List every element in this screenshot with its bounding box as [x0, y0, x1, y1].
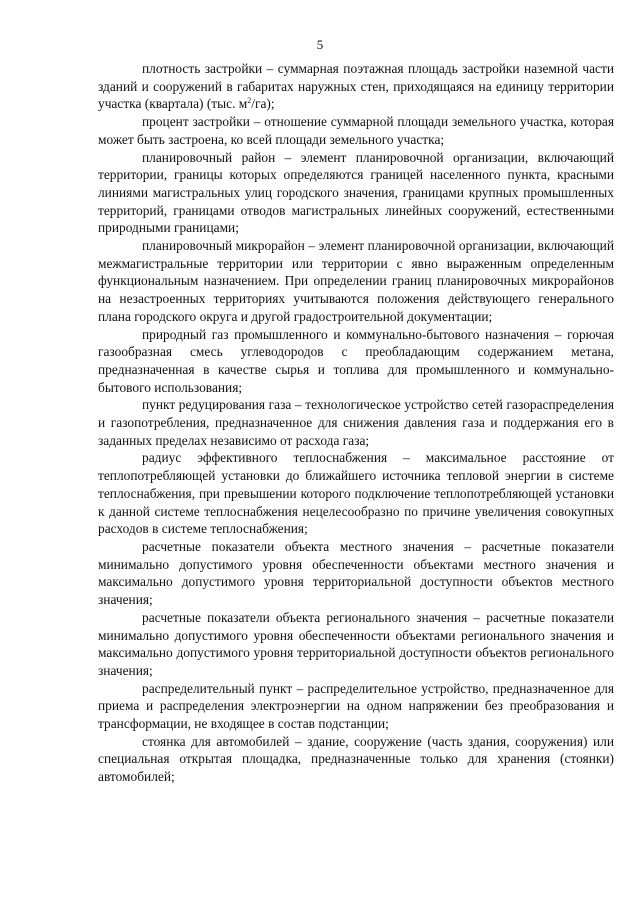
- definition-paragraph-build-percent: процент застройки – отношение суммарной площади земельного участка, которая может быть застроена, ко всей площади земельного участка;: [98, 114, 614, 147]
- page-number: 5: [316, 37, 324, 52]
- definition-paragraph-density: [98, 60, 614, 113]
- definition-paragraph-distribution-point: распределительный пункт – распределительное устройство, предназначенное для приема и распределения электроэнергии на одном напряжении без преобразования и трансформации, не входящее в состав подстанции;: [98, 680, 614, 732]
- density-text-before: плотность застройки – суммарная поэтажная площадь застройки наземной части зданий и сооружений в габаритах наружных стен, приходящаяся на единицу территории участка (квартала) (тыс. м: [98, 61, 614, 112]
- definition-paragraph-regional-indicators: расчетные показатели объекта регионального значения – расчетные показатели минимально допустимого уровня обеспеченности объектами регионального значения и максимально допустимого уровня территориальной доступности объектов регионального значения;: [98, 609, 614, 678]
- body-text: [98, 60, 614, 786]
- definition-paragraph-gas-reduction-point: пункт редуцирования газа – технологическое устройство сетей газораспределения и газопотребления, предназначенное для снижения давления газа и поддержания его в заданных пределах независимо от расхода газа;: [98, 397, 614, 448]
- definition-paragraph-heat-supply-radius: радиус эффективного теплоснабжения – максимальное расстояние от теплопотребляющей установки до ближайшего источника тепловой энергии в системе теплоснабжения, при превышении которого подключение теплопотребляющей установки к данной системе теплоснабжения нецелесообразно по причине увеличения совокупных расходов в системе теплоснабжения;: [98, 450, 614, 537]
- definition-paragraph-parking: стоянка для автомобилей – здание, сооружение (часть здания, сооружения) или специальная открытая площадка, предназначенные только для хранения (стоянки) автомобилей;: [98, 733, 614, 785]
- definition-paragraph-local-indicators: расчетные показатели объекта местного значения – расчетные показатели минимально допустимого уровня обеспеченности объектами местного значения и максимально допустимого уровня территориальной доступности объектов местного значения;: [98, 538, 614, 608]
- definition-paragraph-planning-microdistrict: планировочный микрорайон – элемент планировочной организации, включающий межмагистральные территории или территории с явно выраженным определенным функциональным назначением. При определении границ планировочных микрорайонов на незастроенных территориях учитываются положения действующего генерального плана городского округа и другой градостроительной документации;: [98, 238, 614, 324]
- definition-paragraph-natural-gas: природный газ промышленного и коммунально-бытового назначения – горючая газообразная смесь углеводородов с преобладающим содержанием метана, предназначенная в качестве сырья и топлива для промышленного и коммунально-бытового использования;: [98, 326, 614, 395]
- density-text-after: /га);: [251, 96, 275, 112]
- definition-paragraph-planning-district: планировочный район – элемент планировочной организации, включающий территории, границы которых определяются границей населенного пункта, красными линиями магистральных улиц городского значения, границами крупных промышленных территорий, границами отводов магистральных линейных сооружений, естественными природными границами;: [98, 149, 614, 236]
- superscript-unit: 2: [247, 96, 252, 106]
